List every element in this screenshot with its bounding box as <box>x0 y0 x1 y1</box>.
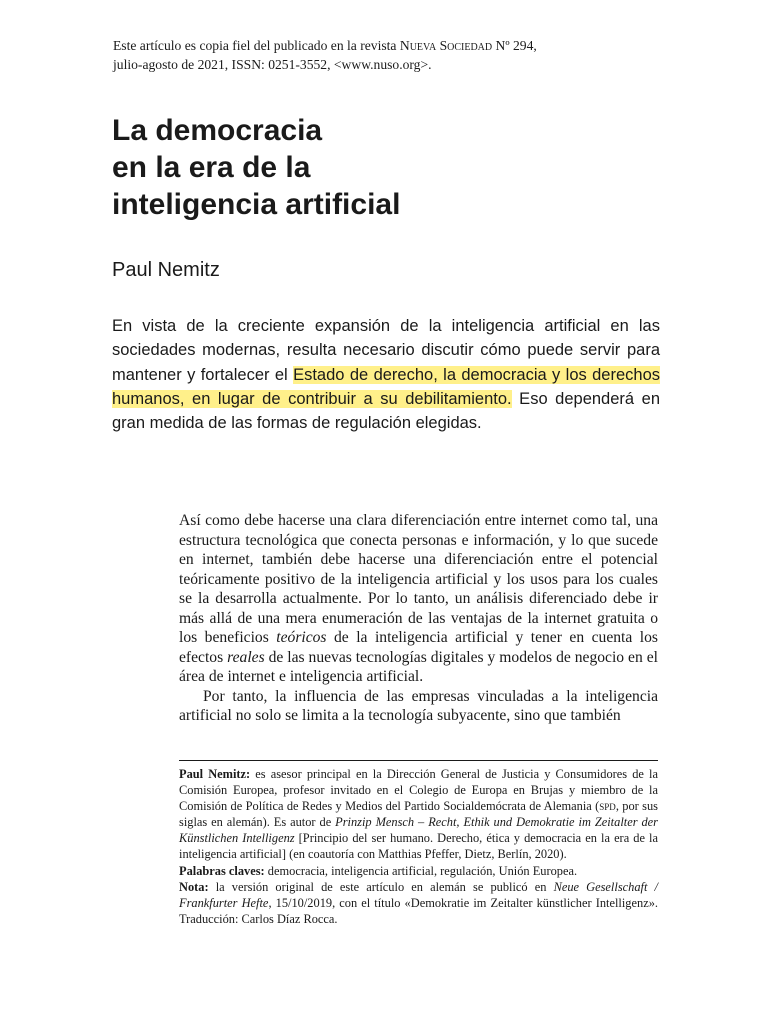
body-p1-italic-reales: reales <box>227 648 265 666</box>
body-p1-italic-teoricos: teóricos <box>276 629 327 647</box>
publication-notice <box>113 36 673 74</box>
publication-notice-line-2: julio-agosto de 2021, ISSN: 0251-3552, <www.nuso.org>. <box>113 57 432 72</box>
publication-notice-line-1 <box>113 36 673 55</box>
abstract-highlighted-text[interactable]: Estado de derecho, la democracia y los derechos humanos, en lugar de contribuir a su debilitamiento. <box>112 365 661 408</box>
body-p1-text-a: Así como debe hacerse una clara diferenciación entre internet como tal, una estructura tecnológica que conecta personas e información, y lo que sucede en internet, también debe hacerse una diferenciación entre el potencial teóricamente positivo de la inteligencia artificial y los usos para los cuales se la desarrolla actualmente. Por lo tanto, un análisis diferenciado debe ir más allá de una mera enumeración de las ventajas de la internet gratuita o los beneficios <box>179 512 658 647</box>
abstract-text-end: Eso dependerá en gran medida de las formas de regulación elegidas. <box>112 389 660 433</box>
article-title <box>112 112 672 223</box>
author-book-title: Prinzip Mensch – Recht, Ethik und Demokratie im Zeitalter der Künstlichen Intelligenz <box>179 815 658 846</box>
translation-note-text-a: la versión original de este artículo en alemán se publicó en <box>208 879 554 894</box>
journal-name: Nueva Sociedad <box>399 38 493 53</box>
article-title-line-2: en la era de la <box>112 151 311 184</box>
translation-note-text-b: , 15/10/2019, con el título «Demokratie im Zeitalter künstlicher Intelligenz». Traducción: Carlos Díaz Rocca. <box>179 895 658 926</box>
article-title-line-1: La democracia <box>112 114 323 147</box>
body-paragraph-2: Por tanto, la influencia de las empresas vinculadas a la inteligencia artificial no solo se limita a la tecnología subyacente, sino que también <box>179 687 658 725</box>
body-paragraph-1 <box>179 511 658 687</box>
article-title-line-3: inteligencia artificial <box>112 188 401 221</box>
author-bio-label: Paul Nemitz: <box>179 767 251 781</box>
article-body <box>179 511 658 726</box>
body-p1-text-c: de las nuevas tecnologías digitales y modelos de negocio en el área de internet e inteligencia artificial. <box>179 648 658 686</box>
article-abstract <box>112 314 660 435</box>
translation-note-label: Nota: <box>179 879 209 894</box>
publication-notice-prefix: Este artículo es copia fiel del publicado en la revista <box>113 38 400 53</box>
article-author: Paul Nemitz <box>112 259 220 281</box>
footnote-divider <box>179 760 658 761</box>
translation-note <box>179 879 658 927</box>
issue-number: Nº 294, <box>492 38 537 53</box>
author-bio <box>179 766 658 863</box>
author-bio-text-a: es asesor principal en la Dirección General de Justicia y Consumidores de la Comisión Europea, profesor invitado en el Colegio de Europa en Brujas y miembro de la Comisión de Política de Redes y Medios del Partido Socialdemócrata de Alemania ( <box>179 767 658 814</box>
author-bio-text-c: [Principio del ser humano. Derecho, ética y democracia en la era de la inteligencia artificial] (en coautoría con Matthias Pfeffer, Dietz, Berlín, 2020). <box>179 831 658 862</box>
abstract-text-start: En vista de la creciente expansión de la inteligencia artificial en las sociedades modernas, resulta necesario discutir cómo puede servir para mantener y fortalecer el <box>112 317 660 384</box>
author-bio-text-b: , por sus siglas en alemán). Es autor de <box>179 799 658 830</box>
body-p1-text-b: de la inteligencia artificial y tener en cuenta los efectos <box>179 629 658 666</box>
keywords <box>179 863 658 879</box>
author-notes <box>179 766 658 927</box>
original-publication-name: Neue Gesellschaft / Frankfurter Hefte <box>179 879 658 910</box>
author-bio-party-abbr: spd <box>599 799 616 814</box>
keywords-label: Palabras claves: <box>179 863 265 878</box>
keywords-text: democracia, inteligencia artificial, regulación, Unión Europea. <box>264 863 578 878</box>
